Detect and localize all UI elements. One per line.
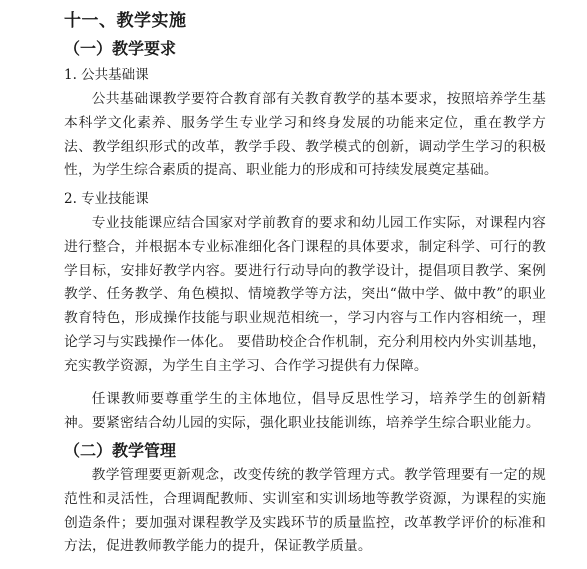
paragraph-teaching-management: 教学管理要更新观念，改变传统的教学管理方式。教学管理要有一定的规范性和灵活性，合理调配教师、实训室和实训场地等教学资源，为课程的实施创造条件；要加强对课程教学及实践环节的质量监控，改革教学评价的标准和方法，促进教师教学能力的提升，保证教学质量。 <box>64 467 546 555</box>
paragraph-professional-courses-2: 任课教师要尊重学生的主体地位，倡导反思性学习，培养学生的创新精神。要紧密结合幼儿园的实际，强化职业技能训练，培养学生综合职业能力。 <box>64 391 546 431</box>
subsection-heading-teaching-requirements: （一）教学要求 <box>64 39 177 58</box>
subsection-heading-teaching-management: （二）教学管理 <box>64 441 177 460</box>
paragraph-professional-courses-1: 专业技能课应结合国家对学前教育的要求和幼儿园工作实际，对课程内容进行整合，并根据本专业标准细化各门课程的具体要求，制定科学、可行的教学目标，安排好教学内容。要进行行动导向的教学设计，提倡项目教学、案例教学、任务教学、角色模拟、情境教学等方法，突出“做中学、做中教”的职业教育特色，形成操作技能与职业规范相统一，学习内容与工作内容相统一，理论学习与实践操作一体化。 要借助校企合作机制，充分利用校内外实训基地，充实教学资源，为学生自主学习、合作学习提供有力保障。 <box>64 215 546 374</box>
item-heading-professional-courses: 2. 专业技能课 <box>64 191 149 207</box>
paragraph-public-courses: 公共基础课教学要符合教育部有关教育教学的基本要求，按照培养学生基本科学文化素养、服务学生专业学习和终身发展的功能来定位，重在教学方法、教学组织形式的改革，教学手段、教学模式的创新，调动学生学习的积极性，为学生综合素质的提高、职业能力的形成和可持续发展奠定基础。 <box>64 91 546 179</box>
section-title: 十一、教学实施 <box>64 11 187 31</box>
item-heading-public-courses: 1. 公共基础课 <box>64 67 149 83</box>
